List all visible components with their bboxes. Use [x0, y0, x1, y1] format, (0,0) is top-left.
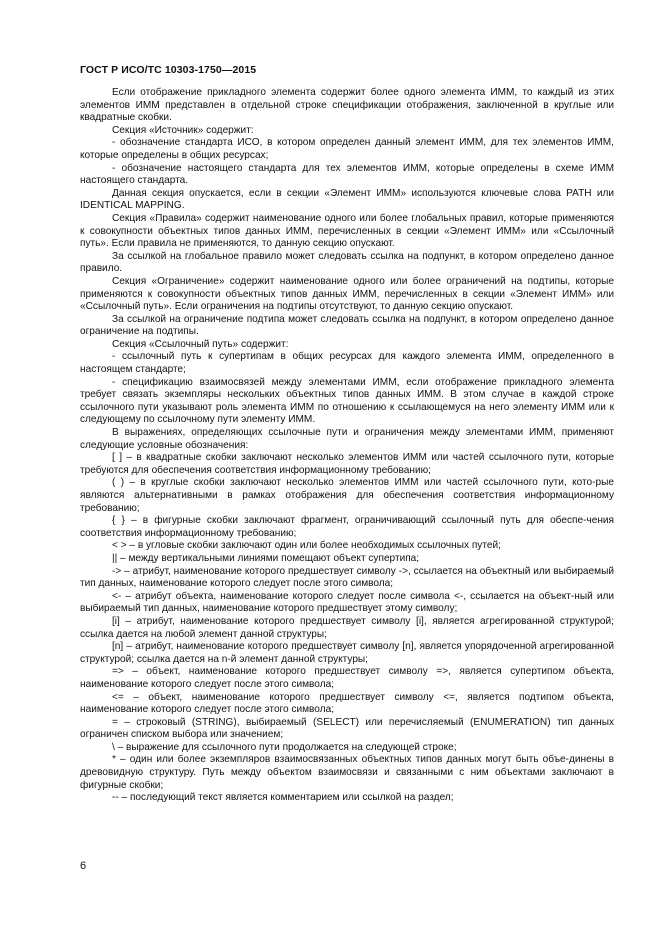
document-body: [80, 87, 614, 805]
notation-item: [n] – атрибут, наименование которого предшествует символу [n], является упорядоченной агрегированной структурой; ссылка дается на n-й элемент данной структуры;: [80, 641, 614, 665]
paragraph: В выражениях, определяющих ссылочные пути и ограничения между элементами ИММ, применяют следующие условные обозначения:: [80, 427, 614, 451]
paragraph: За ссылкой на глобальное правило может следовать ссылка на подпункт, в котором определено данное правило.: [80, 250, 614, 275]
notation-item: = – строковый (STRING), выбираемый (SELECT) или перечисляемый (ENUMERATION) тип данных ограничен списком выбора или значением;: [80, 716, 614, 741]
list-item: - обозначение стандарта ИСО, в котором определен данный элемент ИММ, для тех элементов ИММ, которые определены в общих ресурсах;: [80, 137, 614, 161]
notation-item: < > – в угловые скобки заключают один или более необходимых ссылочных путей;: [112, 540, 501, 552]
notation-item: -> – атрибут, наименование которого предшествует символу ->, ссылается на объектный или выбираемый тип данных, наименование которого следует после этого символа;: [80, 565, 614, 590]
notation-item: \ – выражение для ссылочного пути продолжается на следующей строке;: [112, 741, 457, 753]
notation-item: <= – объект, наименование которого предшествует символу <=, является подтипом объекта, наименование которого следует после этого символа;: [80, 691, 614, 716]
paragraph: Данная секция опускается, если в секции «Элемент ИММ» используются ключевые слова PATH или IDENTICAL MAPPING.: [80, 187, 614, 212]
list-item: - ссылочный путь к супертипам в общих ресурсах для каждого элемента ИММ, определенного в настоящем стандарте;: [80, 351, 614, 376]
paragraph: Секция «Правила» содержит наименование одного или более глобальных правил, которые применяются к совокупности объектных типов данных ИММ, перечисленных в секции «Элемент ИММ» или «Ссылочный путь». Если правила не применяются, то данную секцию опускают.: [80, 212, 614, 250]
document-header: ГОСТ Р ИСО/ТС 10303-1750—2015: [80, 64, 257, 76]
paragraph: Секция «Ограничение» содержит наименование одного или более ограничений на подтипы, которые применяются к совокупности объектных типов данных ИММ, перечисленных в секции «Элемент ИММ» или «Ссылочный путь». Если ограничения на подтипы отсутствуют, то данную секцию опускают.: [80, 275, 614, 313]
paragraph: Если отображение прикладного элемента содержит более одного элемента ИММ, то каждый из этих элементов ИММ представлен в отдельной строке спецификации отображения, заключенной в круглые или квадратные скобки.: [80, 87, 614, 124]
notation-item: [ ] – в квадратные скобки заключают несколько элементов ИММ или частей ссылочного пути, которые требуются для обеспечения соответствия информационному требованию;: [80, 452, 614, 476]
paragraph: Секция «Источник» содержит:: [112, 124, 254, 136]
list-item: - спецификацию взаимосвязей между элементами ИММ, если отображение прикладного элемента требует связать экземпляры нескольких объектных типов данных ИММ. В этом случае в каждой строке ссылочного пути указывают роль элемента ИММ по отношению к ссылающемуся на него элементу ИММ или к следующему по ссылочному пути элементу ИММ.: [80, 376, 614, 426]
notation-item: ( ) – в круглые скобки заключают несколько элементов ИММ или частей ссылочного пути, кото-рые являются альтернативными в рамках отображения для обеспечения соответствия информационному требованию;: [80, 477, 614, 514]
page-number: 6: [80, 860, 87, 872]
notation-item: * – один или более экземпляров взаимосвязанных объектных типов данных могут быть объе-динены в древовидную структуру. Путь между объектом взаимосвязи и связанными с ним объектами заключают в фигурные скобки;: [80, 754, 614, 791]
paragraph: За ссылкой на ограничение подтипа может следовать ссылка на подпункт, в котором определено данное ограничение на подтипы.: [80, 313, 614, 338]
paragraph: Секция «Ссылочный путь» содержит:: [112, 338, 289, 350]
notation-item: -- – последующий текст является комментарием или ссылкой на раздел;: [112, 792, 454, 804]
notation-item: || – между вертикальными линиями помещают объект супертипа;: [112, 552, 420, 564]
notation-item: [i] – атрибут, наименование которого предшествует символу [i], является агрегированной структурой; ссылка дается на любой элемент данной структуры;: [80, 615, 614, 640]
list-item: - обозначение настоящего стандарта для тех элементов ИММ, которые определены в схеме ИММ настоящего стандарта.: [80, 162, 614, 187]
notation-item: => – объект, наименование которого предшествует символу =>, является супертипом объекта, наименование которого следует после этого символа;: [80, 666, 614, 690]
notation-item: <- – атрибут объекта, наименование которого следует после символа <-, ссылается на объект-ный или выбираемый тип данных, наименование которого предшествует этому символу;: [80, 590, 614, 615]
notation-item: { } – в фигурные скобки заключают фрагмент, ограничивающий ссылочный путь для обеспе-чения соответствия информационному требованию;: [80, 515, 614, 539]
